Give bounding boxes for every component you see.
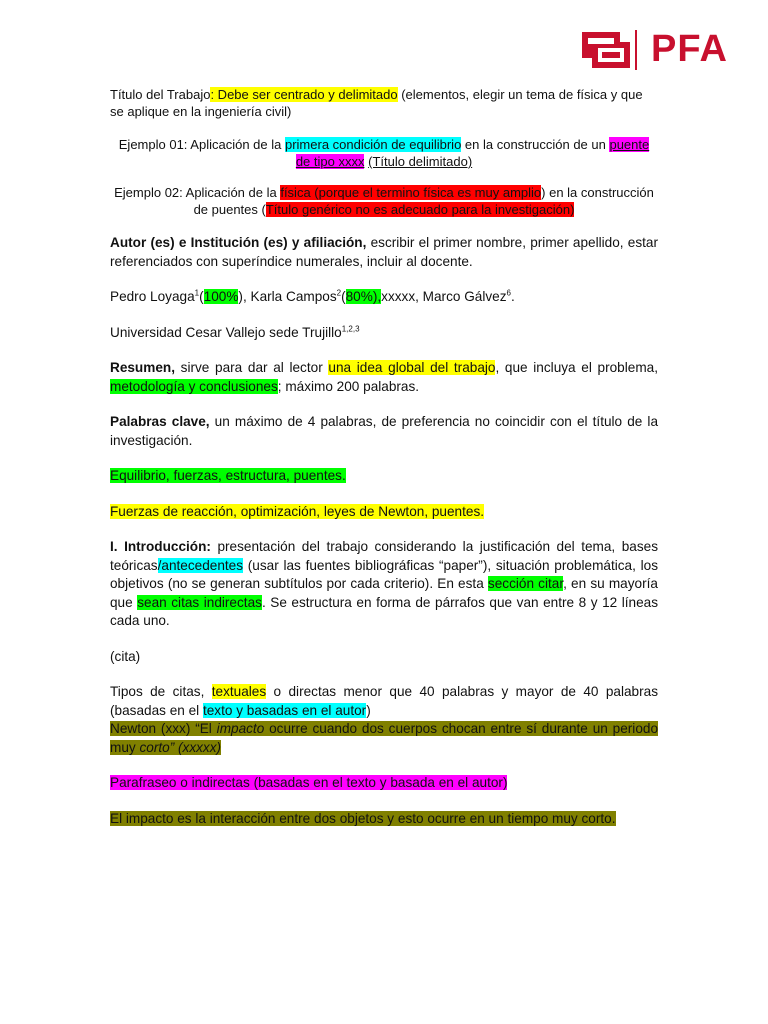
ejemplo-01-text: Ejemplo 01: Aplicación de la <box>118 137 285 152</box>
keywords-example-2 <box>110 503 658 522</box>
resumen-text-3: ; máximo 200 palabras. <box>277 378 420 394</box>
impacto-highlight: El impacto es la interacción entre dos objetos y esto ocurre en un tiempo muy corto. <box>110 810 616 826</box>
cita-line <box>110 648 658 667</box>
universidad-text: Universidad Cesar Vallejo sede Trujillo <box>110 324 342 340</box>
palabras-clave-paragraph <box>110 413 658 450</box>
tipos-text-2: o directas menor que 40 palabras y mayor de 40 palabras (basadas en el <box>110 684 658 718</box>
parafraseo-line <box>110 774 658 793</box>
autor-1: Pedro Loyaga <box>110 289 195 304</box>
ejemplo-02-highlight-fisica: física (porque el termino física es muy amplio <box>280 185 542 200</box>
resumen-label: Resumen, <box>110 360 175 375</box>
autores-end: . <box>510 289 515 304</box>
tipos-highlight-autor: texto y basadas en el autor <box>202 702 367 718</box>
autor-paragraph <box>110 234 658 271</box>
newton-quote-text: Newton (xxx) “El <box>110 721 217 736</box>
ejemplo-02-text: Ejemplo 02: Aplicación de la <box>114 185 281 200</box>
ejemplo-01 <box>110 136 658 170</box>
palabras-clave-text: un máximo de 4 palabras, de preferencia no coincidir con el título de la investigación. <box>110 414 659 448</box>
autor-1-sup: 1 <box>194 288 200 298</box>
ejemplo-01-highlight-puente: puente de tipo xxxx <box>295 137 650 169</box>
ejemplo-01-delimitado: (Título delimitado) <box>368 154 473 169</box>
newton-quote-text-2: ocurre cuando dos cuerpos chocan entre sí durante un periodo muy <box>110 721 659 755</box>
logo-text: PFA <box>651 28 728 70</box>
ejemplo-02 <box>110 184 658 218</box>
newton-quote-end: ” (xxxxx) <box>169 739 222 755</box>
introduccion-label: I. Introducción: <box>110 539 211 554</box>
autor-2-sup: 2 <box>336 288 342 298</box>
tipos-highlight-textuales: textuales <box>211 684 267 699</box>
autor-label: Autor (es) e Institución (es) y afiliación, <box>110 235 367 250</box>
intro-highlight-antecedentes: /antecedentes <box>157 557 244 573</box>
autores-line <box>110 288 658 307</box>
ejemplo-01-text-2: en la construcción de un <box>461 137 610 152</box>
resumen-highlight-idea: una idea global del trabajo <box>328 360 496 375</box>
ejemplo-01-highlight-equilibrio: primera condición de equilibrio <box>284 137 462 152</box>
tipos-citas-paragraph <box>110 683 658 720</box>
intro-text: presentación del trabajo considerando la justificación del tema, bases teóricas <box>110 539 659 573</box>
autor-1-paren: ( <box>199 289 204 304</box>
keywords-1-highlight: Equilibrio, fuerzas, estructura, puentes. <box>110 468 346 483</box>
logo-divider <box>635 30 637 70</box>
ejemplo-02-highlight-generico: Título genérico no es adecuado para la investigación) <box>265 202 575 217</box>
newton-quote <box>110 720 658 757</box>
newton-quote-corto: corto <box>139 739 170 755</box>
universidad-sup: 1,2,3 <box>341 323 360 333</box>
document-body <box>110 86 658 828</box>
resumen-text-2: , que incluya el problema, <box>495 360 658 375</box>
tipos-text: Tipos de citas, <box>110 684 212 699</box>
autor-3-sup: 6 <box>506 288 511 298</box>
palabras-clave-label: Palabras clave, <box>110 414 210 429</box>
ejemplo-02-text-2: ) en la construcción de puentes ( <box>193 185 654 217</box>
resumen-text: sirve para dar al lector <box>174 360 329 375</box>
intro-text-4: . Se estructura en forma de párrafos que van entre 8 y 12 líneas cada uno. <box>110 594 658 628</box>
titulo-paragraph <box>110 86 658 120</box>
resumen-paragraph <box>110 359 658 396</box>
intro-highlight-indirectas: sean citas indirectas <box>137 594 262 610</box>
keywords-example-1 <box>110 467 658 486</box>
intro-text-2: (usar las fuentes bibliográficas “paper”), situación problemática, los objetivos (no se generan subtítulos por cada criterio). En esta <box>110 557 658 591</box>
cita-text: (cita) <box>110 648 141 664</box>
autor-text: escribir el primer nombre, primer apellido, estar referenciados con superíndice numerales, incluir al docente. <box>110 235 658 269</box>
autor-2: ), Karla Campos <box>238 289 337 304</box>
autor-3: xxxxx, Marco Gálvez <box>381 289 507 304</box>
tipos-text-3: ) <box>366 702 371 718</box>
intro-text-3: , en su mayoría que <box>110 576 658 610</box>
introduccion-paragraph <box>110 538 658 631</box>
resumen-highlight-metodologia: metodología y conclusiones <box>110 378 278 394</box>
universidad-line <box>110 324 658 343</box>
parafraseo-highlight: Parafraseo o indirectas (basadas en el texto y basada en el autor) <box>110 775 508 790</box>
autor-1-percent: 100% <box>203 289 239 304</box>
keywords-2-highlight: Fuerzas de reacción, optimización, leyes de Newton, puentes. <box>110 503 485 519</box>
newton-quote-impacto: impacto <box>216 721 265 736</box>
titulo-label: Título del Trabajo <box>110 87 211 102</box>
intro-highlight-seccion: sección citar <box>487 576 564 591</box>
titulo-detail: (elementos, elegir un tema de física y que se aplique en la ingeniería civil) <box>110 87 643 119</box>
titulo-highlight: : Debe ser centrado y delimitado <box>210 87 398 102</box>
autor-2-paren: ( <box>341 289 346 304</box>
autor-2-percent: 80%), <box>345 289 382 304</box>
ucv-shield-logo-icon <box>580 28 632 72</box>
impacto-line <box>110 810 658 829</box>
